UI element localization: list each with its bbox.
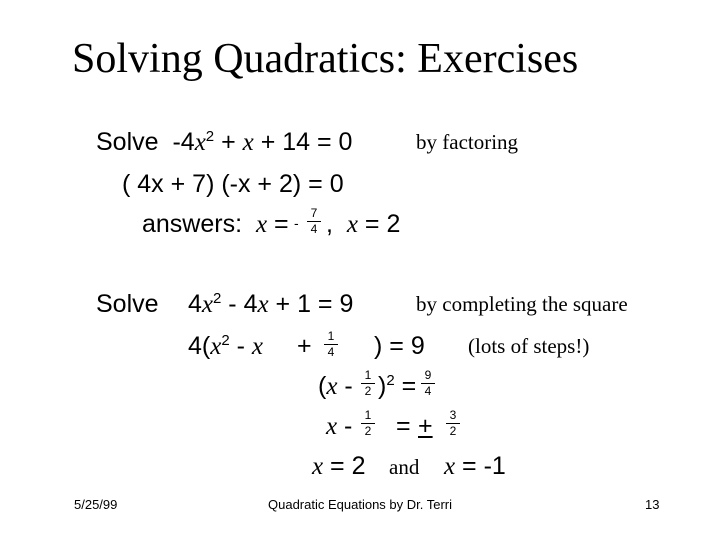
ex2-final-and: and bbox=[389, 455, 420, 479]
ex2-final-1: x = 2 bbox=[312, 452, 366, 480]
ex2-step3-rhs-fraction: 3 2 bbox=[446, 409, 460, 438]
ex1-ans2: , x = 2 bbox=[326, 210, 401, 238]
footer-date: 5/25/99 bbox=[74, 497, 118, 512]
answers-label: answers: bbox=[142, 210, 243, 238]
footer-page-number: 13 bbox=[645, 497, 660, 512]
ex2-final-2: x = -1 bbox=[444, 452, 506, 480]
ex2-step1-right: ) = 9 bbox=[374, 332, 425, 360]
ex2-step3-equals: = bbox=[396, 412, 411, 440]
ex1-factored: ( 4x + 7) (-x + 2) = 0 bbox=[122, 170, 344, 198]
ex1-method: by factoring bbox=[416, 130, 519, 154]
ex2-step1-plus: + bbox=[297, 332, 312, 360]
ex2-equation: $4x^2 - 4x + 1 = 9$ bbox=[188, 290, 354, 318]
ex1-equation: Solve $-4x^2 + x + 14 = 0$ bbox=[96, 128, 353, 156]
ex1-solve-label: Solve bbox=[96, 128, 159, 156]
ex2-step1-fraction: 1 4 bbox=[324, 330, 338, 359]
ex2-step1-left: $4(x^2$ - x bbox=[188, 332, 264, 360]
ex2-method: by completing the square bbox=[416, 292, 628, 316]
ex2-step3-plusminus: + bbox=[418, 412, 433, 440]
ex2-step2-rhs-fraction: 9 4 bbox=[421, 369, 435, 398]
ex1-ans1-sign: - bbox=[294, 215, 299, 231]
ex2-note: (lots of steps!) bbox=[468, 334, 590, 358]
ex1-answers: answers: x = bbox=[142, 210, 289, 238]
ex2-solve-label: Solve bbox=[96, 290, 159, 318]
ex2-step3-fraction: 1 2 bbox=[361, 409, 375, 438]
ex2-step2-right: )$^2$ = bbox=[378, 372, 417, 400]
ex1-ans1-fraction: 7 4 bbox=[307, 207, 321, 236]
ex2-step2-left: (x - bbox=[318, 372, 353, 400]
slide-title: Solving Quadratics: Exercises bbox=[72, 36, 579, 82]
ex2-step3-left: x - bbox=[326, 412, 353, 440]
footer-center: Quadratic Equations by Dr. Terri bbox=[268, 497, 453, 512]
ex2-step2-fraction: 1 2 bbox=[361, 369, 375, 398]
